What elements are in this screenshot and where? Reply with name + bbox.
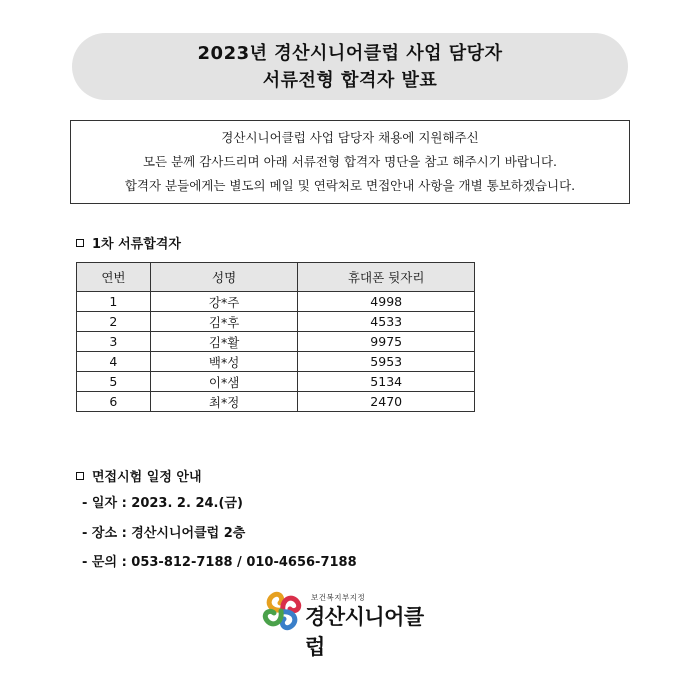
section-passers-title: 1차 서류합격자 xyxy=(92,237,181,252)
cell-name: 김*활 xyxy=(150,332,298,352)
title-line-1: 2023년 경산시니어클럽 사업 담당자 xyxy=(197,42,503,64)
senior-club-logo xyxy=(261,590,441,659)
column-header-phone: 휴대폰 뒷자리 xyxy=(298,263,475,292)
notice-line: 모든 분께 감사드리며 아래 서류전형 합격자 명단을 참고 해주시기 바랍니다. xyxy=(142,154,558,169)
logo-name: 경산시니어클럽 xyxy=(305,605,424,659)
cell-name: 백*성 xyxy=(150,352,298,372)
cell-name: 최*정 xyxy=(150,392,298,412)
cell-phone: 5134 xyxy=(298,372,475,392)
table-row xyxy=(77,372,475,392)
title-line-2: 서류전형 합격자 발표 xyxy=(262,69,438,91)
table-header-row xyxy=(77,263,475,292)
cell-phone: 2470 xyxy=(298,392,475,412)
notice-line: 경산시니어클럽 사업 담당자 채용에 지원해주신 xyxy=(221,130,479,145)
passers-table xyxy=(76,262,475,412)
table-row xyxy=(77,352,475,372)
notice-line: 합격자 분들에게는 별도의 메일 및 연락처로 면접안내 사항을 개별 통보하겠습니다. xyxy=(124,178,576,193)
cell-phone: 9975 xyxy=(298,332,475,352)
table-row xyxy=(77,392,475,412)
section-passers-heading xyxy=(76,233,181,252)
title-banner xyxy=(72,33,628,100)
schedule-date: - 일자 : 2023. 2. 24.(금) xyxy=(82,496,243,511)
logo-emblem-icon xyxy=(261,590,303,632)
schedule-place: - 장소 : 경산시니어클럽 2층 xyxy=(82,525,246,541)
schedule-contact: - 문의 : 053-812-7188 / 010-4656-7188 xyxy=(82,555,357,570)
cell-number: 4 xyxy=(77,352,151,372)
cell-name: 강*주 xyxy=(150,292,298,312)
cell-number: 2 xyxy=(77,312,151,332)
cell-phone: 5953 xyxy=(298,352,475,372)
cell-name: 김*후 xyxy=(150,312,298,332)
checkbox-square-icon xyxy=(76,472,84,480)
table-row xyxy=(77,292,475,312)
checkbox-square-icon xyxy=(76,239,84,247)
table-row xyxy=(77,312,475,332)
notice-box xyxy=(70,120,630,204)
section-schedule-title: 면접시험 일정 안내 xyxy=(92,470,202,485)
section-schedule-heading xyxy=(76,466,202,485)
logo-subtitle: 보건복지부지정 xyxy=(311,593,366,602)
cell-name: 이*샘 xyxy=(150,372,298,392)
cell-number: 6 xyxy=(77,392,151,412)
cell-number: 3 xyxy=(77,332,151,352)
column-header-name: 성명 xyxy=(150,263,298,292)
cell-number: 1 xyxy=(77,292,151,312)
schedule-list xyxy=(82,495,357,584)
cell-phone: 4998 xyxy=(298,292,475,312)
cell-number: 5 xyxy=(77,372,151,392)
table-row xyxy=(77,332,475,352)
cell-phone: 4533 xyxy=(298,312,475,332)
column-header-number: 연번 xyxy=(77,263,151,292)
